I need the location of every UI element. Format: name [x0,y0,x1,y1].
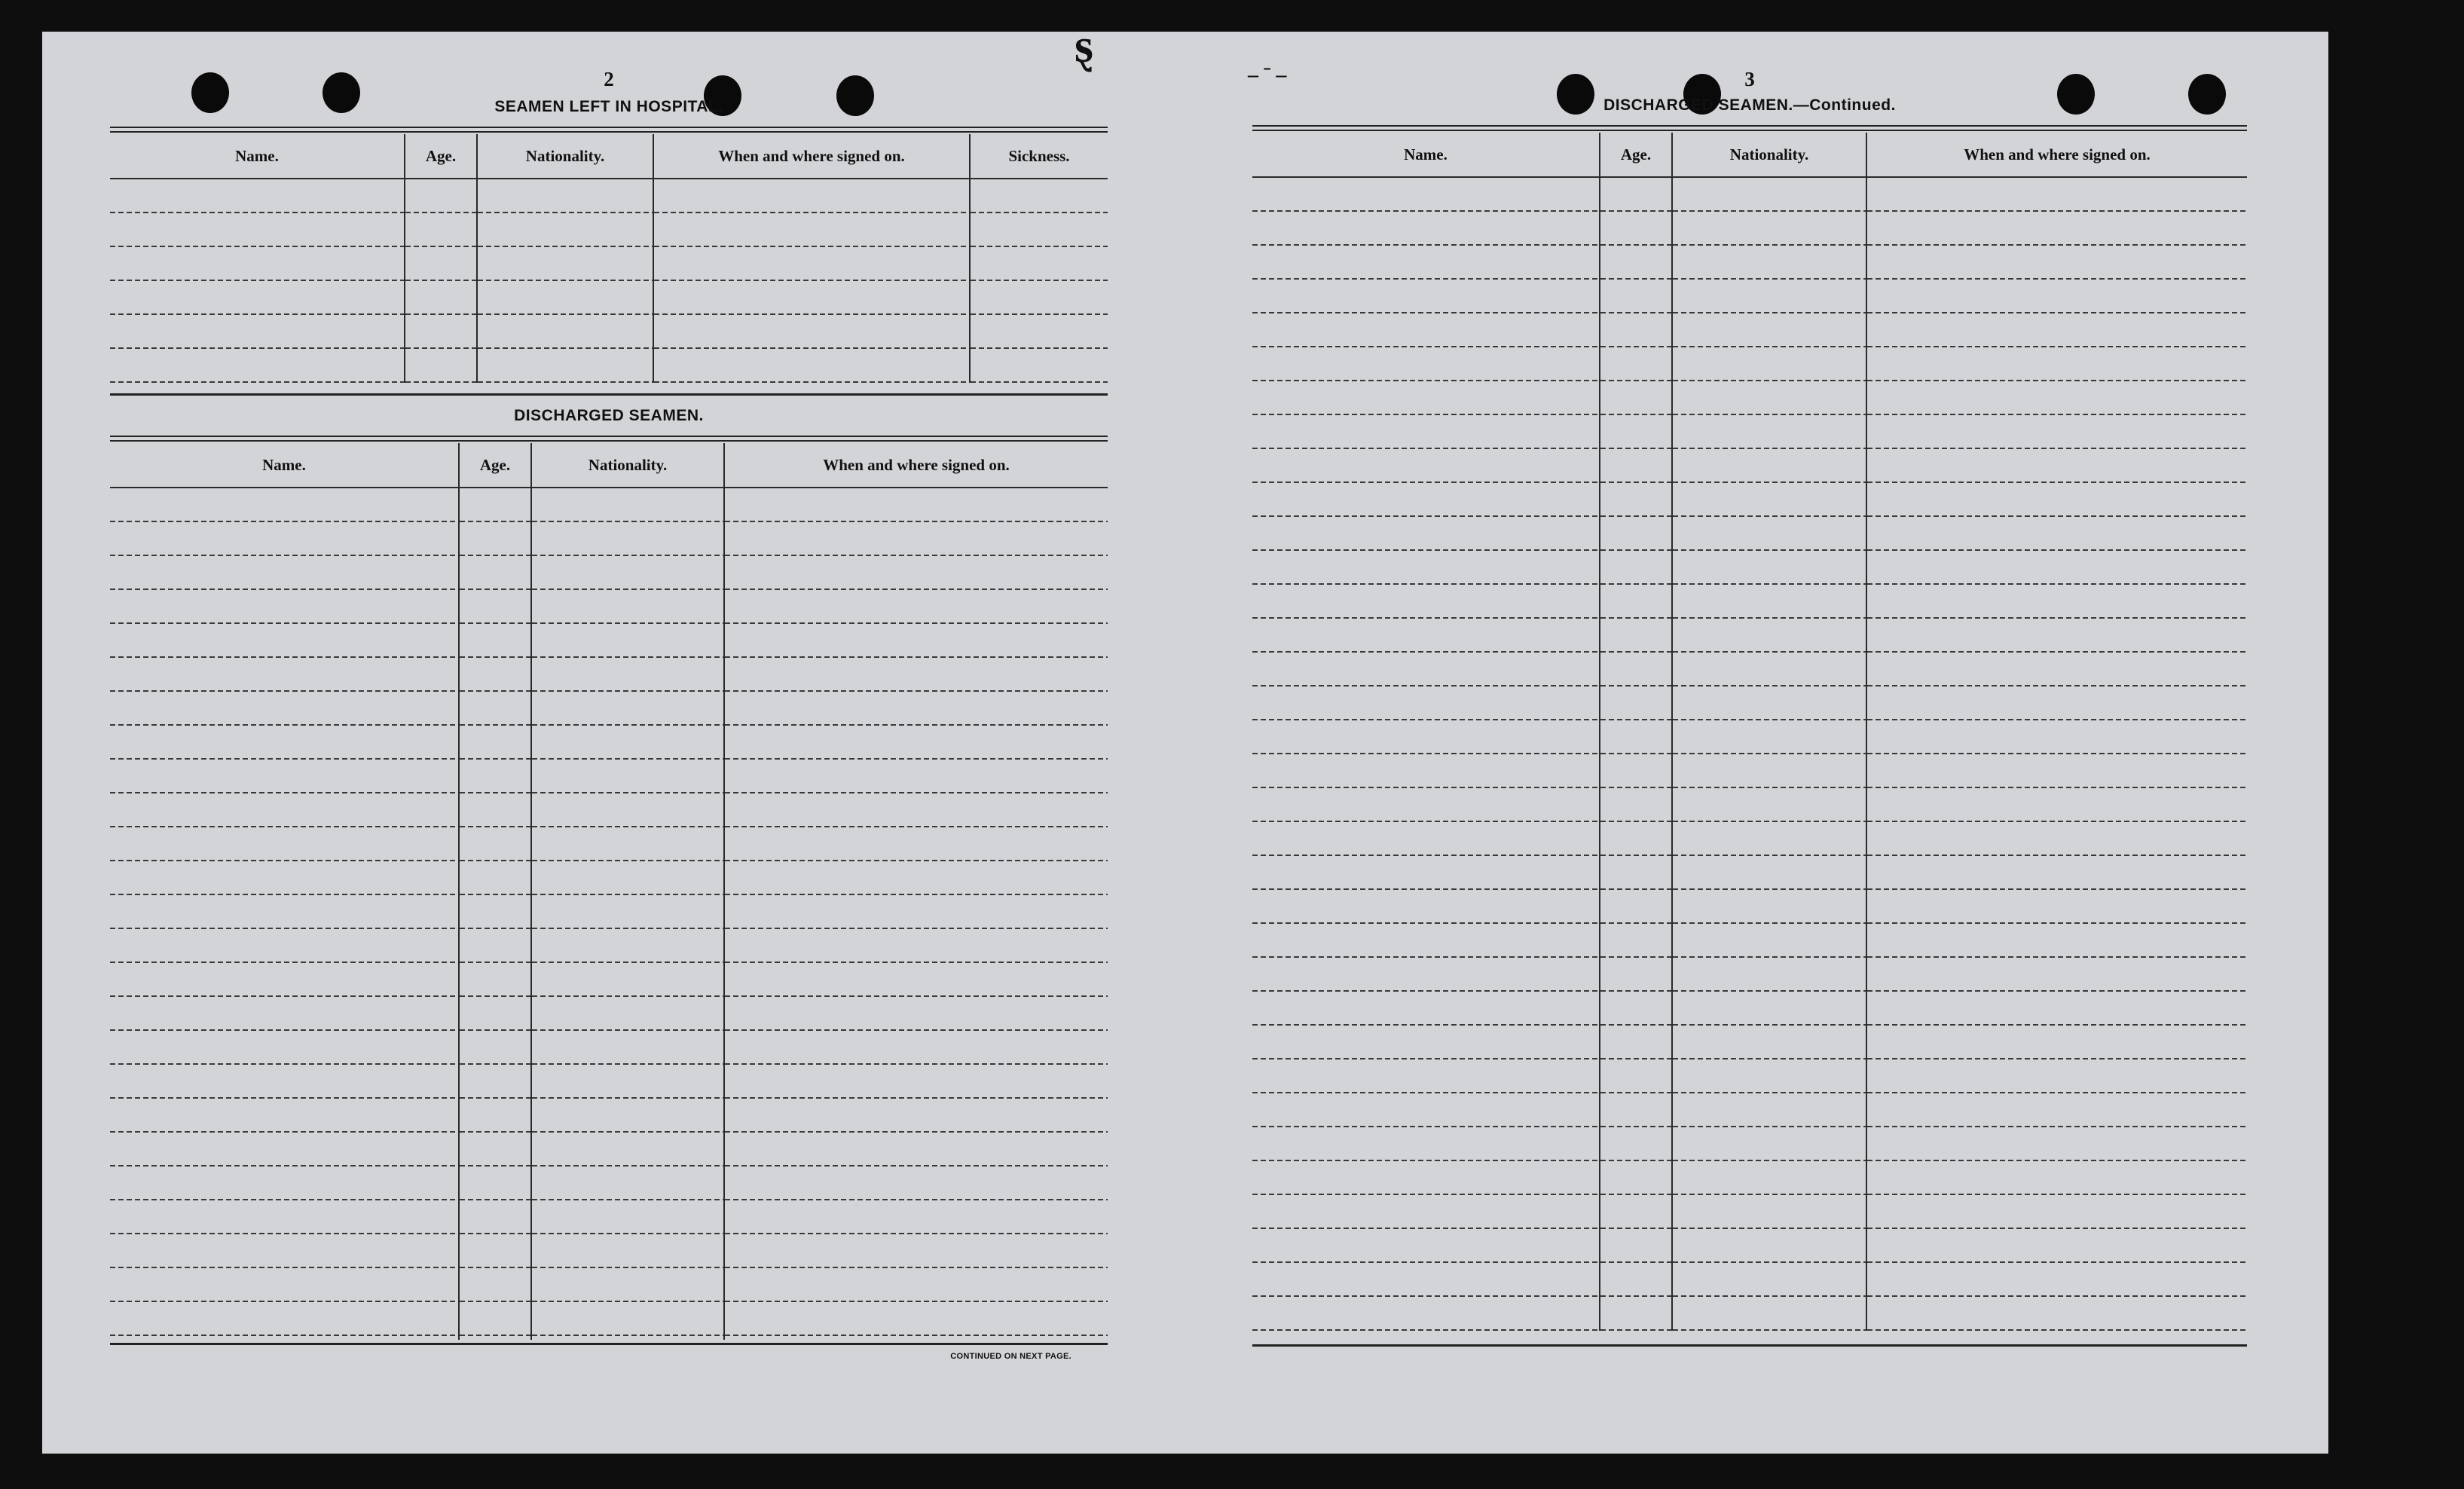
column-header: Nationality. [478,134,653,179]
bottom-rule [1252,1344,2247,1347]
column-age [404,134,476,383]
column-header: Nationality. [1673,133,1866,178]
column-rows [478,179,653,383]
column-sickness [969,134,1108,383]
column-header: Name. [110,443,458,488]
column-rows [971,179,1108,383]
column-header: When and where signed on. [1867,133,2247,178]
ink-mark: ‒ ˉ ‒ [1248,63,1287,87]
column-rows [110,179,404,383]
column-signed-on [723,443,1108,1340]
column-name [110,443,458,1340]
header-rule [110,127,1108,133]
column-header: Name. [1252,133,1599,178]
column-rows [460,488,530,1340]
column-rows [725,488,1108,1340]
column-age [458,443,530,1340]
column-header: Age. [405,134,476,179]
column-header: When and where signed on. [654,134,969,179]
column-rows [1867,178,2247,1331]
section-title-hospital: SEAMEN LEFT IN HOSPITAL. [494,98,723,115]
column-age [1599,133,1671,1331]
column-header: Sickness. [971,134,1108,179]
column-rows [405,179,476,383]
column-rows [532,488,723,1340]
continued-note: CONTINUED ON NEXT PAGE. [950,1352,1072,1361]
column-rows [110,488,458,1340]
bottom-rule [110,1343,1108,1345]
column-header: Age. [460,443,530,488]
column-nationality [1671,133,1866,1331]
document-sheet [42,19,2328,1454]
page-number: 2 [604,68,614,90]
discharged-table [110,443,1108,1340]
column-header: Name. [110,134,404,179]
column-header: When and where signed on. [725,443,1108,488]
column-header: Nationality. [532,443,723,488]
page-number: 3 [1744,68,1755,90]
column-name [1252,133,1599,1331]
column-name [110,134,404,383]
section-title-discharged-continued: DISCHARGED SEAMEN.—Continued. [1603,96,1896,114]
column-header: Age. [1600,133,1671,178]
header-rule [1252,125,2247,131]
column-signed-on [1866,133,2247,1331]
column-signed-on [653,134,969,383]
column-rows [654,179,969,383]
hospital-table [110,134,1108,383]
column-nationality [476,134,653,383]
section-rule [110,393,1108,396]
discharged-continued-table [1252,133,2247,1331]
ink-mark: ȿ [1075,19,1093,72]
header-rule [110,436,1108,442]
column-rows [1252,178,1599,1331]
column-rows [1600,178,1671,1331]
section-title-discharged: DISCHARGED SEAMEN. [514,407,704,424]
column-nationality [530,443,723,1340]
column-rows [1673,178,1866,1331]
